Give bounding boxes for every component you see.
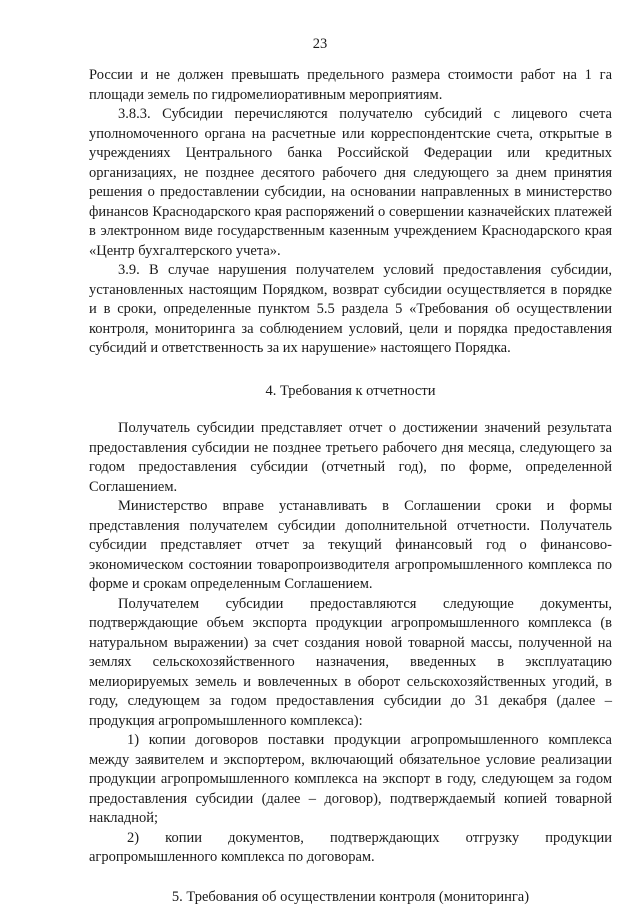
- section-4-list-item-1: 1) копии договоров поставки продукции агропромышленного комплекса между заявителем и экспортером, включающий обязательное условие реализации продукции агропромышленного комплекса на экспорт в году, следующем за годом предоставления субсидии (далее – договор), подтверждаемый копией товарной накладной;: [89, 731, 612, 829]
- section-4-paragraph-1: Получатель субсидии представляет отчет о достижении значений результата предоставления субсидии не позднее третьего рабочего дня месяца, следующего за годом предоставления субсидии (отчетный год), по форме, определенной Соглашением.: [89, 419, 612, 497]
- paragraph-3-9: 3.9. В случае нарушения получателем условий предоставления субсидии, установленных настоящим Порядком, возврат субсидии осуществляется в порядке и в сроки, определенные пунктом 5.5 раздела 5 «Требования об осуществлении контроля, мониторинга за соблюдением условий, цели и порядка предоставления субсидий и ответственность за их нарушение» настоящего Порядка.: [89, 261, 612, 359]
- document-body: [89, 66, 612, 907]
- section-4-list-item-2: 2) копии документов, подтверждающих отгрузку продукции агропромышленного комплекса по договорам.: [89, 829, 612, 868]
- section-4-title: 4. Требования к отчетности: [89, 382, 612, 402]
- page-number: 23: [0, 35, 640, 53]
- section-4-paragraph-2: Министерство вправе устанавливать в Соглашении сроки и формы представления получателем субсидии дополнительной отчетности. Получатель субсидии представляет отчет за текущий финансовый год о финансово-экономическом состоянии товаропроизводителя агропромышленного комплекса по форме и срокам определенным Соглашением.: [89, 497, 612, 595]
- section-5-title: 5. Требования об осуществлении контроля (мониторинга): [89, 888, 612, 907]
- section-4-paragraph-3: Получателем субсидии предоставляются следующие документы, подтверждающие объем экспорта продукции агропромышленного комплекса (в натуральном выражении) за счет создания новой товарной массы, полученной на землях сельскохозяйственного назначения, введенных в эксплуатацию мелиорируемых земель и вовлеченных в оборот сельскохозяйственных угодий, в году, следующем за годом предоставления субсидии до 31 декабря (далее – продукция агропромышленного комплекса):: [89, 595, 612, 732]
- paragraph-3-8-3: 3.8.3. Субсидии перечисляются получателю субсидий с лицевого счета уполномоченного органа на расчетные или корреспондентские счета, открытые в учреждениях Центрального банка Российской Федерации или кредитных организациях, не позднее десятого рабочего дня следующего за днем принятия решения о предоставлении субсидии, на основании направленных в министерство финансов Краснодарского края распоряжений о совершении казначейских платежей в электронном виде государственным казенным учреждением Краснодарского края «Центр бухгалтерского учета».: [89, 105, 612, 261]
- paragraph-continuation: России и не должен превышать предельного размера стоимости работ на 1 га площади земель по гидромелиоративным мероприятиям.: [89, 66, 612, 105]
